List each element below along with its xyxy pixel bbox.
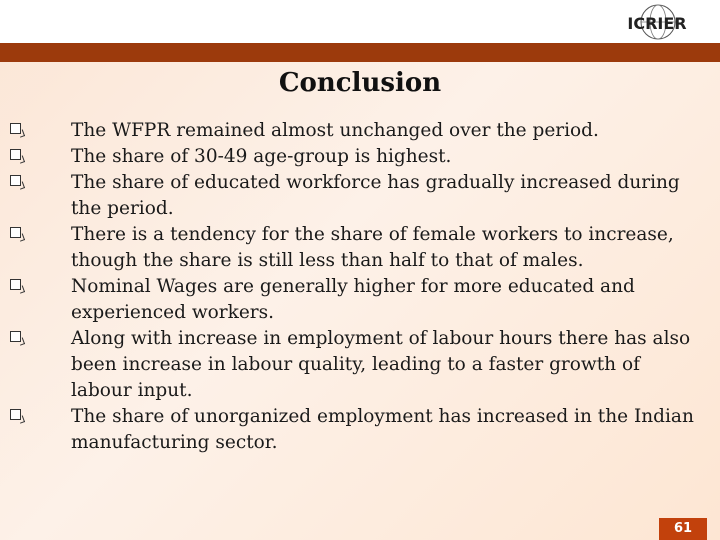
accent-bar [0, 43, 720, 62]
bullet-text: The WFPR remained almost unchanged over the period. [71, 120, 599, 141]
bullet-item [10, 274, 700, 326]
logo-text: ICRIER [627, 14, 687, 33]
bullet-text: The share of 30-49 age-group is highest. [71, 146, 452, 167]
checkbox-bullet-icon [10, 279, 21, 290]
icrier-logo [612, 2, 702, 42]
checkbox-bullet-icon [10, 149, 21, 160]
bullet-item [10, 144, 700, 170]
bullet-item [10, 326, 700, 404]
bullet-text: The share of unorganized employment has increased in the Indian manufacturing sector. [71, 406, 694, 453]
bullet-item [10, 222, 700, 274]
bullet-item [10, 118, 700, 144]
checkbox-bullet-icon [10, 227, 21, 238]
page-number-badge: 61 [659, 518, 707, 540]
bullet-text: Along with increase in employment of labour hours there has also been increase in labour quality, leading to a faster growth of labour input. [71, 328, 691, 401]
slide-title: Conclusion [278, 68, 442, 98]
bullet-item [10, 170, 700, 222]
bullet-item [10, 404, 700, 456]
bullet-list [10, 118, 700, 456]
bullet-text: Nominal Wages are generally higher for more educated and experienced workers. [71, 276, 635, 323]
checkbox-bullet-icon [10, 409, 21, 420]
bullet-text: The share of educated workforce has gradually increased during the period. [71, 172, 680, 219]
checkbox-bullet-icon [10, 123, 21, 134]
checkbox-bullet-icon [10, 331, 21, 342]
bullet-text: There is a tendency for the share of female workers to increase, though the share is still less than half to that of males. [71, 224, 674, 271]
checkbox-bullet-icon [10, 175, 21, 186]
